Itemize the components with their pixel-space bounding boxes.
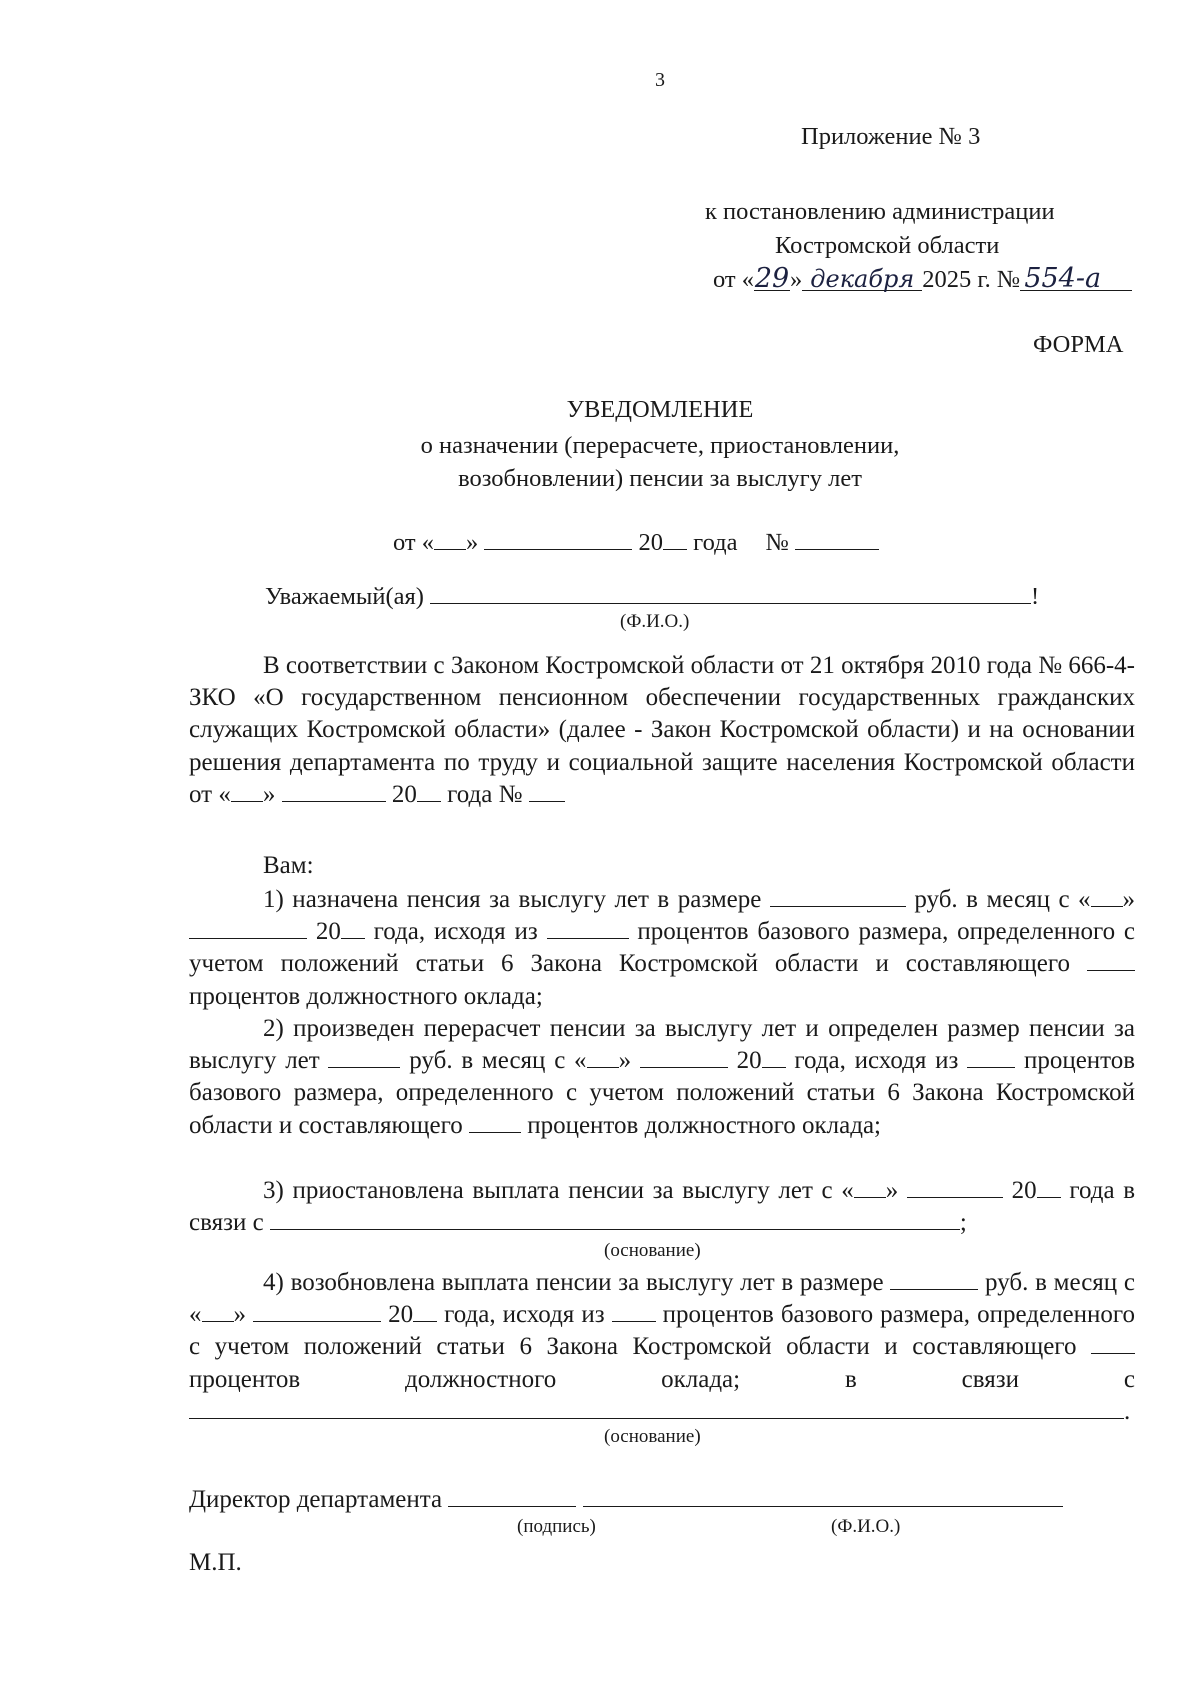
signature-caption: (подпись) [517,1516,596,1537]
stamp-label: М.П. [189,1549,242,1576]
item-3-basis-caption: (основание) [604,1240,701,1261]
vam-label: Вам: [263,852,314,879]
day-blank [434,529,466,550]
notice-title: УВЕДОМЛЕНИЕ [566,396,754,423]
recipient-name-blank [430,583,1031,604]
page-number: 3 [655,69,665,91]
greeting-line: Уважаемый(ая) ! [265,583,1040,610]
signature-blank [448,1486,576,1507]
form-label: ФОРМА [1033,331,1124,358]
handwritten-doc-number: 554-а [1020,264,1132,291]
notice-date-line: от « » 20 года № [393,528,879,558]
item-2-paragraph: 2) произведен перерасчет пенсии за выслугу лет и определен размер пенсии за выслугу лет руб. в месяц с « » 20 года, исходя из процентов базового размера, определенного с учетом положений статьи 6 Закона Костромской области и составляющего процентов должностного оклада; [189,1015,1136,1139]
intro-paragraph: В соответствии с Законом Костромской области от 21 октября 2010 года № 666-4-ЗКО «О государственном пенсионном обеспечении государственных гражданских служащих Костромской области» (далее - Закон Костромской области) и на основании решения департамента по труду и социальной защите населения Костромской области от « » 20 года № [189,652,1135,808]
signature-line: Директор департамента [189,1485,1063,1515]
item-4-paragraph: 4) возобновлена выплата пенсии за выслугу лет в размере руб. в месяц с « » 20 года, исходя из процентов базового размера, определенного с учетом положений статьи 6 Закона Костромской области и составляющего процентов должностного оклада; в связи с . [189,1269,1136,1425]
handwritten-day: 29 [754,263,790,294]
notice-subtitle-2: возобновлении) пенсии за выслугу лет [458,465,862,492]
item-4-basis-caption: (основание) [604,1426,701,1447]
director-fio-caption: (Ф.И.О.) [831,1516,901,1537]
item-1-paragraph: 1) назначена пенсия за выслугу лет в размере руб. в месяц с « » 20 года, исходя из процентов базового размера, определенного с учетом положений статьи 6 Закона Костромской области и составляющего процентов должностного оклада; [189,886,1136,1010]
region-name: Костромской области [775,232,1000,259]
fio-caption: (Ф.И.О.) [620,611,690,632]
director-name-blank [583,1486,1063,1507]
resolution-date-line: от «29» декабря 2025 г. № 554-а [713,264,1132,295]
handwritten-month: декабря [802,264,922,291]
appendix-label: Приложение № 3 [801,123,981,150]
number-blank [795,529,879,550]
notice-subtitle-1: о назначении (перерасчете, приостановлении, [420,432,900,459]
resolution-reference: к постановлению администрации [705,198,1055,225]
month-blank [484,529,632,550]
item-3-paragraph: 3) приостановлена выплата пенсии за выслугу лет с « » 20 года в связи с ; [189,1177,1136,1237]
year-blank [663,529,687,550]
